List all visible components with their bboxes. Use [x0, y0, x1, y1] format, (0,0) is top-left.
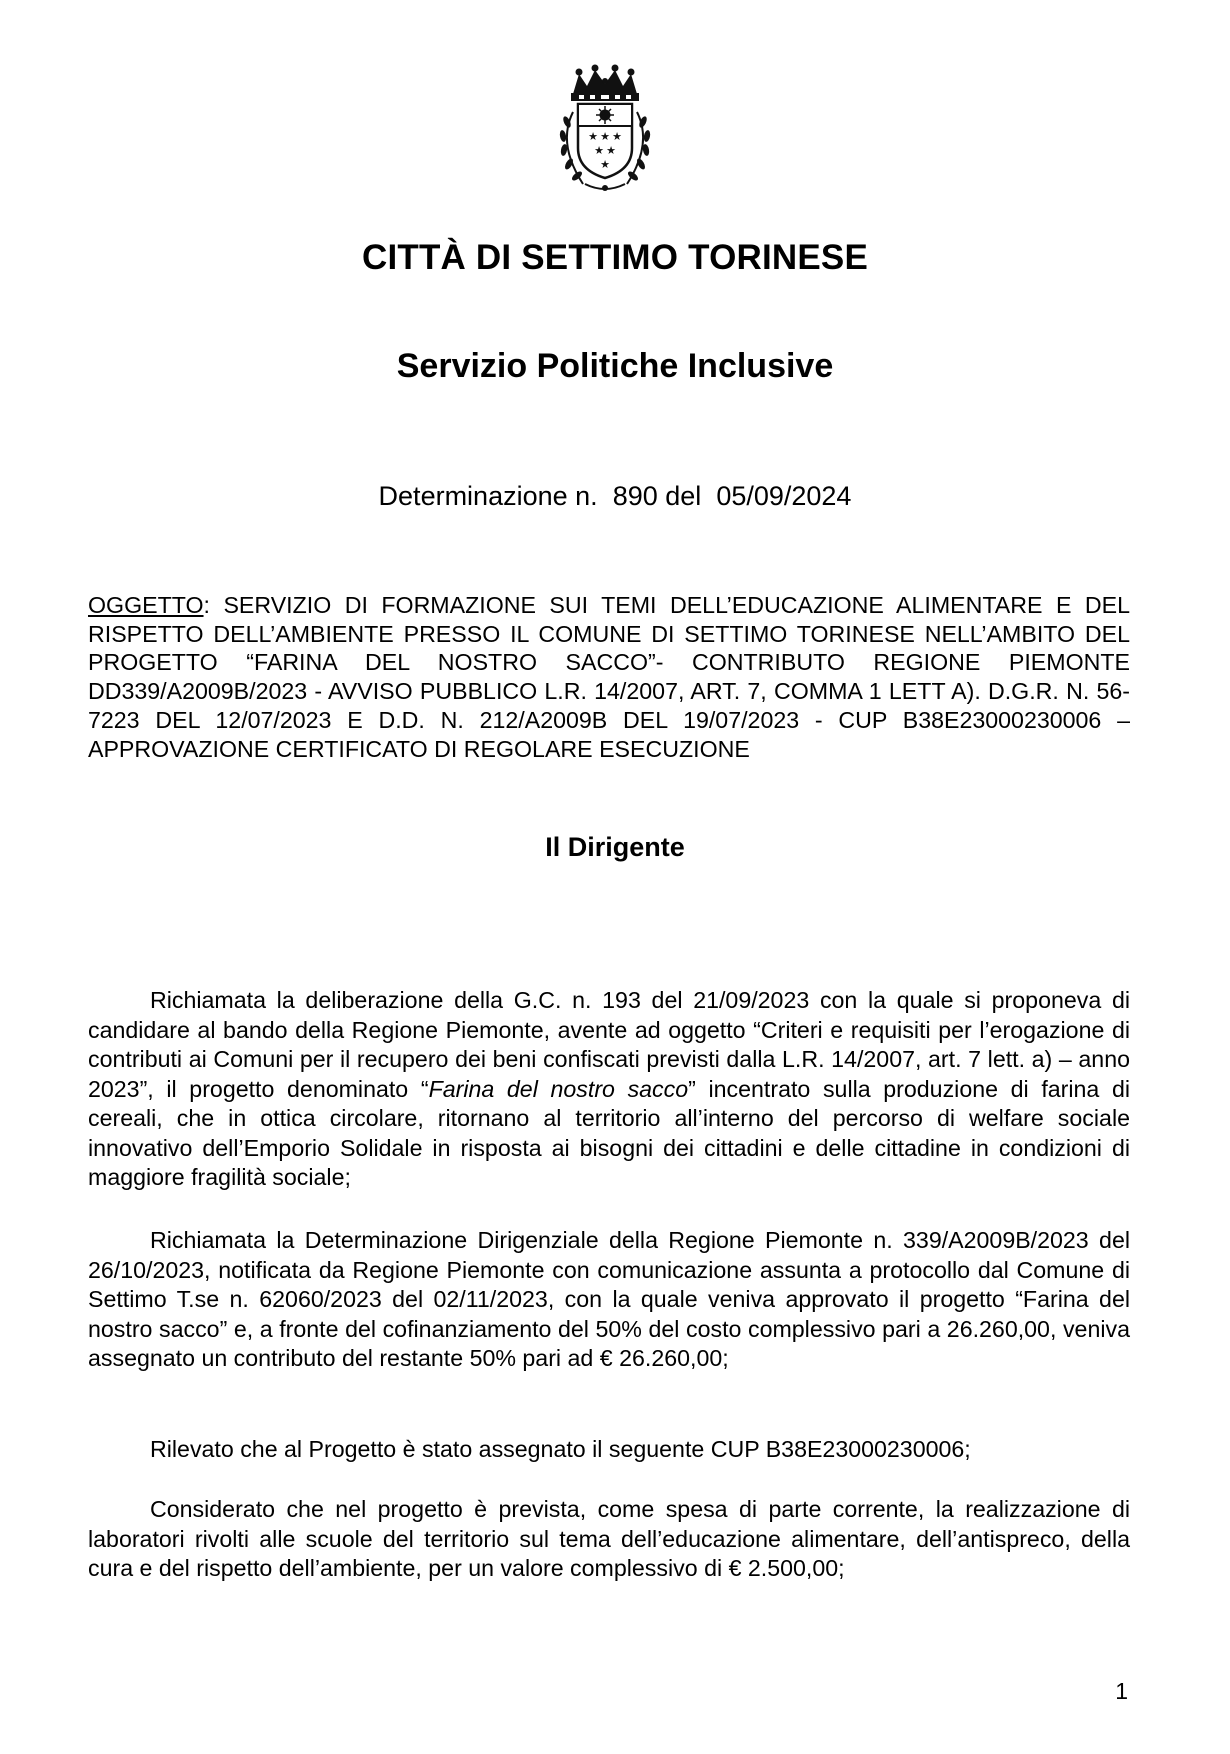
subject-block — [88, 591, 1130, 763]
paragraph-text: Rilevato che al Progetto è stato assegnato il seguente CUP B38E23000230006; — [150, 1436, 971, 1462]
svg-text:★: ★ — [588, 130, 598, 143]
determination-line — [0, 481, 1230, 512]
svg-text:★: ★ — [594, 144, 604, 157]
paragraph-regional-determination — [88, 1226, 1130, 1374]
svg-text:★: ★ — [600, 158, 610, 171]
determination-label: Determinazione n. — [378, 481, 598, 511]
subject-text: : SERVIZIO DI FORMAZIONE SUI TEMI DELL’EDUCAZIONE ALIMENTARE E DEL RISPETTO DELL’AMBIENTE PRESSO IL COMUNE DI SETTIMO TORINESE NELL’AMBITO DEL PROGETTO “FARINA DEL NOSTRO SACCO”- CONTRIBUTO REGIONE PIEMONTE DD339/A2009B/2023 - AVVISO PUBBLICO L.R. 14/2007, ART. 7, COMMA 1 LETT A). D.G.R. N. 56-7223 DEL 12/07/2023 E D.D. N. 212/A2009B DEL 19/07/2023 - CUP B38E23000230006 – APPROVAZIONE CERTIFICATO DI REGOLARE ESECUZIONE — [88, 592, 1130, 762]
city-coat-of-arms-icon — [545, 62, 665, 194]
determination-date-label: del — [665, 481, 702, 511]
paragraph-workshops — [88, 1495, 1130, 1584]
svg-text:★: ★ — [606, 144, 616, 157]
service-title: Servizio Politiche Inclusive — [396, 347, 834, 385]
svg-text:★: ★ — [612, 130, 622, 143]
page-number: 1 — [1115, 1678, 1128, 1704]
svg-text:★: ★ — [600, 130, 610, 143]
paragraph-text: Richiamata la deliberazione della G.C. n. 193 del 21/09/2023 con la quale si proponeva di candidare al bando della Regione Piemonte, avente ad oggetto “Criteri e requisiti per l’erogazione di contributi ai Comuni per il recupero dei beni confiscati previsti dalla L.R. 14/2007, art. 7 lett. a) – anno 2023”, il progetto denominato “ — [88, 987, 1130, 1102]
signer-heading: Il Dirigente — [545, 832, 685, 862]
city-title: CITTÀ DI SETTIMO TORINESE — [361, 238, 869, 277]
paragraph-text: Richiamata la Determinazione Dirigenziale della Regione Piemonte n. 339/A2009B/2023 del 26/10/2023, notificata da Regione Piemonte con comunicazione assunta a protocollo dal Comune di Settimo T.se n. 62060/2023 del 02/11/2023, con la quale veniva approvato il progetto “Farina del nostro sacco” e, a fronte del cofinanziamento del 50% del costo complessivo pari a 26.260,00, veniva assegnato un contributo del restante 50% pari ad € 26.260,00; — [88, 1227, 1130, 1371]
paragraph-deliberation — [88, 986, 1130, 1193]
determination-date: 05/09/2024 — [716, 481, 852, 511]
paragraph-text: ” incentrato sulla produzione di farina di cereali, che in ottica circolare, ritornano al territorio all’interno del percorso di welfare sociale innovativo dell’Emporio Solidale in risposta ai bisogni dei cittadini e delle cittadine in condizioni di maggiore fragilità sociale; — [88, 1075, 1130, 1190]
paragraph-text: Considerato che nel progetto è prevista, come spesa di parte corrente, la realizzazione di laboratori rivolti alle scuole del territorio sul tema dell’educazione alimentare, dell’antispreco, della cura e del rispetto dell’ambiente, per un valore complessivo di € 2.500,00; — [88, 1496, 1130, 1581]
subject-label: OGGETTO — [88, 592, 204, 618]
determination-number: 890 — [612, 481, 658, 511]
project-name: Farina del nostro sacco — [428, 1075, 689, 1102]
paragraph-cup — [88, 1435, 1130, 1465]
